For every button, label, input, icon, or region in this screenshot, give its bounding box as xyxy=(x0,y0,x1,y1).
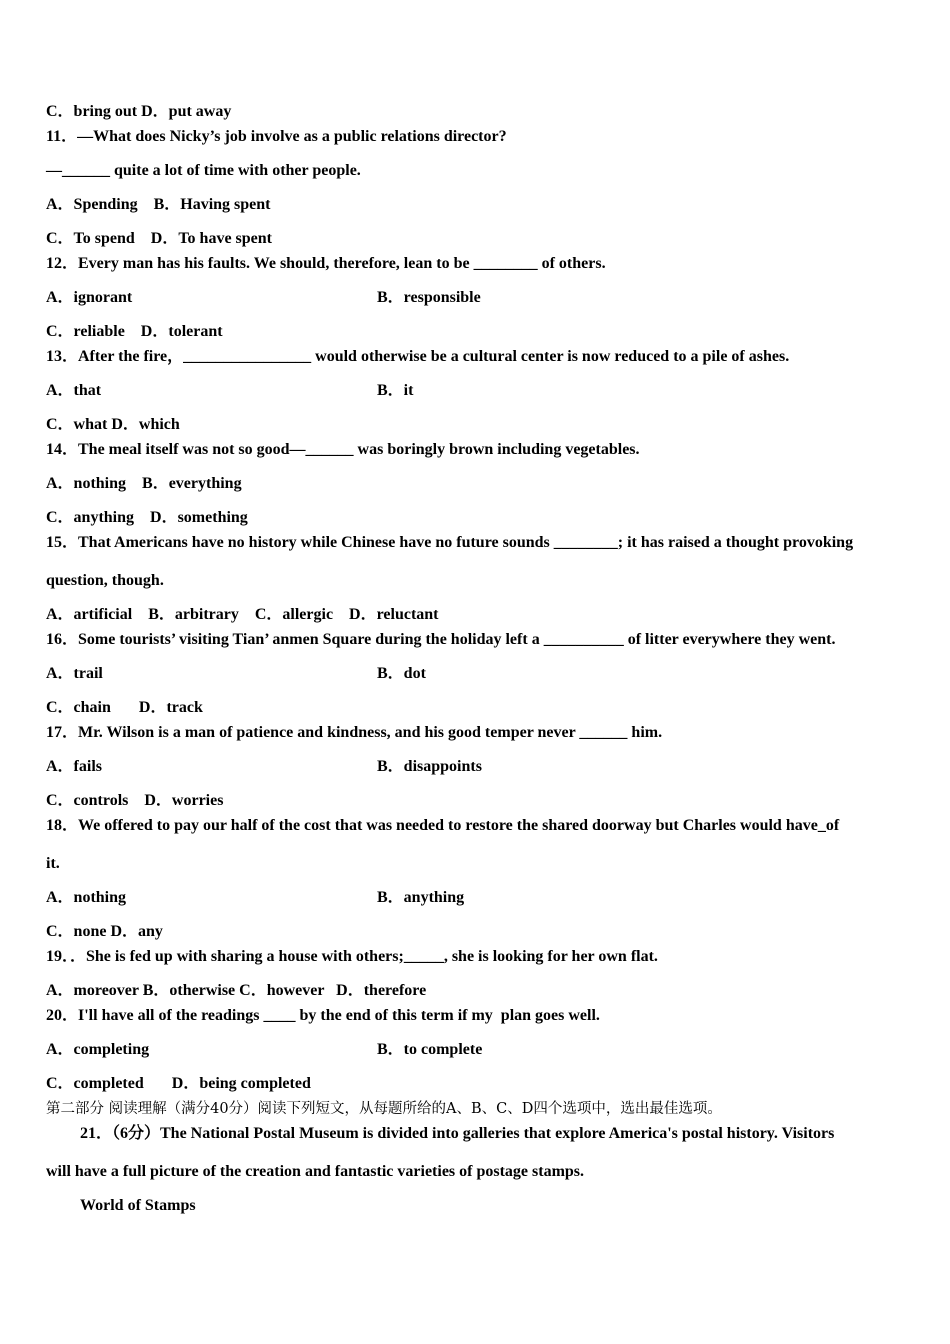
q11-stem: 11．—What does Nicky’s job involve as a public relations director? xyxy=(46,128,507,145)
q13-option-a: A．that xyxy=(46,382,102,399)
q20-option-b: B．to complete xyxy=(377,1041,483,1058)
q15-options: A．artificial B．arbitrary C．allergic D．reluctant xyxy=(46,606,439,623)
q20-options-cd: C．completed D．being completed xyxy=(46,1075,311,1092)
q17-option-a: A．fails xyxy=(46,758,103,775)
q14-stem: 14．The meal itself was not so good—______ was boringly brown including vegetables. xyxy=(46,441,640,458)
q12-options-cd: C．reliable D．tolerant xyxy=(46,323,223,340)
q14-options-cd: C．anything D．something xyxy=(46,509,248,526)
q20-stem: 20．I'll have all of the readings ____ by the end of this term if my plan goes well. xyxy=(46,1007,600,1024)
q12-option-a: A．ignorant xyxy=(46,289,133,306)
q11-response: —______ quite a lot of time with other people. xyxy=(46,162,361,179)
q13-stem: 13．After the fire，________________ would otherwise be a cultural center is now reduced to a pile of ashes. xyxy=(46,348,790,365)
q15-stem-cont: question, though. xyxy=(46,572,164,589)
q12-stem: 12．Every man has his faults. We should, therefore, lean to be ________ of others. xyxy=(46,255,606,272)
q17-options-cd: C．controls D．worries xyxy=(46,792,224,809)
q18-stem: 18．We offered to pay our half of the cost that was needed to restore the shared doorway but Charles would have_of xyxy=(46,817,840,834)
q10-options-cd: C．bring out D．put away xyxy=(46,103,232,120)
q18-options-cd: C．none D．any xyxy=(46,923,163,940)
q16-options-cd: C．chain D．track xyxy=(46,699,203,716)
q18-option-b: B．anything xyxy=(377,889,465,906)
q12-option-b: B．responsible xyxy=(377,289,481,306)
q18-option-a: A．nothing xyxy=(46,889,127,906)
q15-stem: 15．That Americans have no history while Chinese have no future sounds ________; it has raised a thought provoking xyxy=(46,534,854,551)
section-heading: 第二部分 阅读理解（满分40分）阅读下列短文，从每题所给的A、B、C、D四个选项中，选出最佳选项。 xyxy=(46,1101,722,1117)
q17-stem: 17．Mr. Wilson is a man of patience and kindness, and his good temper never ______ him. xyxy=(46,724,663,741)
q21-intro: 21．（6分）The National Postal Museum is divided into galleries that explore America's postal history. Visitors xyxy=(80,1125,835,1142)
q13-options-cd: C．what D．which xyxy=(46,416,180,433)
q11-options-cd: C．To spend D．To have spent xyxy=(46,230,272,247)
q21-intro-cont: will have a full picture of the creation and fantastic varieties of postage stamps. xyxy=(46,1163,585,1180)
passage-subheading: World of Stamps xyxy=(80,1197,196,1214)
q16-stem: 16．Some tourists’ visiting Tian’ anmen Square during the holiday left a __________ of litter everywhere they went. xyxy=(46,631,836,648)
q13-option-b: B．it xyxy=(377,382,414,399)
q17-option-b: B．disappoints xyxy=(377,758,482,775)
q19-stem: 19．．She is fed up with sharing a house with others;_____, she is looking for her own flat. xyxy=(46,948,658,965)
q16-option-b: B．dot xyxy=(377,665,426,682)
q20-option-a: A．completing xyxy=(46,1041,150,1058)
q14-options-ab: A．nothing B．everything xyxy=(46,475,242,492)
q11-options-ab: A．Spending B．Having spent xyxy=(46,196,271,213)
q16-option-a: A．trail xyxy=(46,665,103,682)
q18-stem-cont: it. xyxy=(46,855,60,872)
q19-options: A．moreover B．otherwise C．however D．therefore xyxy=(46,982,427,999)
